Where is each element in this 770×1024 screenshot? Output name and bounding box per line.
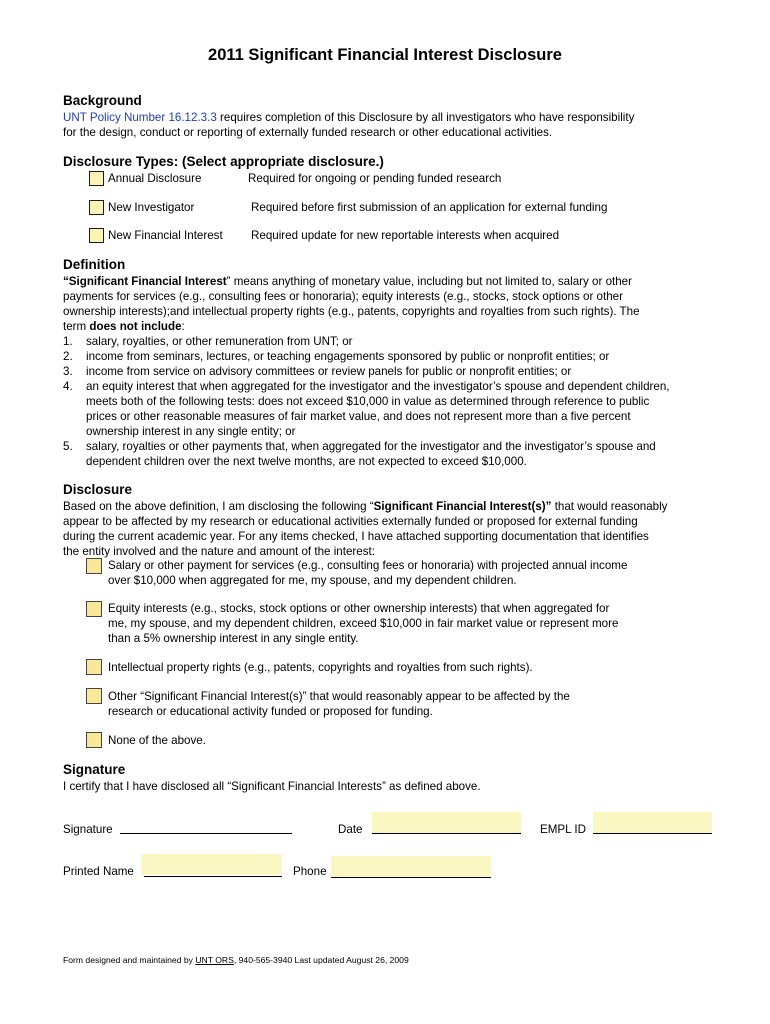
type-desc: Required for ongoing or pending funded research bbox=[248, 172, 502, 185]
ors-link[interactable]: UNT ORS bbox=[195, 955, 234, 965]
printed-name-label: Printed Name bbox=[63, 865, 134, 878]
list-item: 1. salary, royalties, or other remuneration from UNT; or bbox=[63, 335, 353, 348]
list-item: 3. income from service on advisory committees or review panels for public or nonprofit entities; or bbox=[63, 365, 572, 378]
date-label: Date bbox=[338, 823, 363, 836]
type-label: Annual Disclosure bbox=[108, 172, 202, 185]
background-text: UNT Policy Number 16.12.3.3 requires completion of this Disclosure by all investigators who have responsibility for the design, conduct or reporting of externally funded research or other educational activities. bbox=[63, 111, 635, 139]
signature-label: Signature bbox=[63, 823, 113, 836]
option-equity-text: Equity interests (e.g., stocks, stock options or other ownership interests) that when aggregated for me, my spouse, and my dependent children, exceed $10,000 in fair market value or represent more than a 5% ownership interest in any single entity. bbox=[108, 602, 619, 645]
page-title: 2011 Significant Financial Interest Disclosure bbox=[208, 46, 562, 64]
date-underline bbox=[372, 833, 521, 834]
phone-underline bbox=[331, 877, 491, 878]
list-item: 5. salary, royalties or other payments that, when aggregated for the investigator and the investigator’s spouse and dependent children over the next twelve months, are not expected to exceed $10,000. bbox=[63, 440, 656, 468]
option-other-text: Other “Significant Financial Interest(s)” that would reasonably appear to be affected by the research or educational activity funded or proposed for funding. bbox=[108, 690, 570, 718]
footer-text: Form designed and maintained by UNT ORS, 940-565-3940 Last updated August 26, 2009 bbox=[63, 955, 409, 965]
types-heading: Disclosure Types: (Select appropriate disclosure.) bbox=[63, 154, 384, 169]
phone-input[interactable] bbox=[331, 856, 491, 877]
list-item: 2. income from seminars, lectures, or teaching engagements sponsored by public or nonprofit entities; or bbox=[63, 350, 610, 363]
empl-id-input[interactable] bbox=[593, 812, 712, 833]
disclosure-text: Based on the above definition, I am disclosing the following “Significant Financial Interest(s)” that would reasonably appear to be affected by my research or educational activities externally funded or proposed for external funding during the current academic year. For any items checked, I have attached supporting documentation that identifies the entity involved and the nature and amount of the interest: bbox=[63, 500, 668, 558]
definition-heading: Definition bbox=[63, 257, 126, 272]
list-item: 4. an equity interest that when aggregated for the investigator and the investigator’s spouse and dependent children, meets both of the following tests: does not exceed $10,000 in value as determined through reference to public prices or other reasonable measures of fair market value, and does not represent more than a five percent ownership interest in any single entity; or bbox=[63, 380, 670, 438]
new-financial-interest-checkbox[interactable] bbox=[89, 228, 104, 243]
certify-text: I certify that I have disclosed all “Significant Financial Interests” as defined above. bbox=[63, 780, 481, 793]
empl-id-underline bbox=[593, 833, 712, 834]
empl-id-label: EMPL ID bbox=[540, 823, 586, 836]
signature-field[interactable] bbox=[120, 833, 292, 834]
type-label: New Financial Interest bbox=[108, 229, 223, 242]
equity-checkbox[interactable] bbox=[86, 601, 102, 617]
intellectual-property-checkbox[interactable] bbox=[86, 659, 102, 675]
other-interest-checkbox[interactable] bbox=[86, 688, 102, 704]
exclusions-list bbox=[63, 334, 723, 469]
background-heading: Background bbox=[63, 93, 142, 108]
date-input[interactable] bbox=[372, 812, 521, 833]
printed-name-underline bbox=[144, 876, 282, 877]
signature-heading: Signature bbox=[63, 762, 126, 777]
option-none-text: None of the above. bbox=[108, 734, 206, 747]
definition-text: “Significant Financial Interest” means anything of monetary value, including but not limited to, salary or other payments for services (e.g., consulting fees or honoraria); equity interests (e.g., stocks, stock options or other ownership interests);and intellectual property rights (e.g., patents, copyrights and royalties from such rights). The term does not include: 1. salary, royalties, or other remuneration from UNT; or 2. income from seminars, lectures, or teaching engagements sponsored by public or nonprofit entities; or 3. income from service on advisory committees or review panels for public or nonprofit entities; or 4. an equity interest that when aggregated for the investigator and the investigator’s spouse and dependent children, meets both of the following tests: does not exceed $10,000 in value as determined through reference to public prices or other reasonable measures of fair market value, and does not represent more than a five percent ownership interest in any single entity; or 5. salary, royalties or other payments that, when aggregated for the investigator and the investigator’s spouse and dependent children over the next twelve months, are not expected to exceed $10,000. bbox=[63, 274, 723, 469]
none-checkbox[interactable] bbox=[86, 732, 102, 748]
policy-link[interactable]: UNT Policy Number 16.12.3.3 bbox=[63, 111, 217, 124]
type-desc: Required before first submission of an application for external funding bbox=[251, 201, 608, 214]
option-salary-text: Salary or other payment for services (e.g., consulting fees or honoraria) with projected annual income over $10,000 when aggregated for me, my spouse, and my dependent children. bbox=[108, 559, 628, 587]
annual-disclosure-checkbox[interactable] bbox=[89, 171, 104, 186]
new-investigator-checkbox[interactable] bbox=[89, 200, 104, 215]
type-label: New Investigator bbox=[108, 201, 195, 214]
phone-label: Phone bbox=[293, 865, 327, 878]
option-ip-text: Intellectual property rights (e.g., patents, copyrights and royalties from such rights). bbox=[108, 661, 533, 674]
disclosure-heading: Disclosure bbox=[63, 482, 133, 497]
type-desc: Required update for new reportable interests when acquired bbox=[251, 229, 560, 242]
salary-checkbox[interactable] bbox=[86, 558, 102, 574]
printed-name-input[interactable] bbox=[141, 854, 282, 875]
